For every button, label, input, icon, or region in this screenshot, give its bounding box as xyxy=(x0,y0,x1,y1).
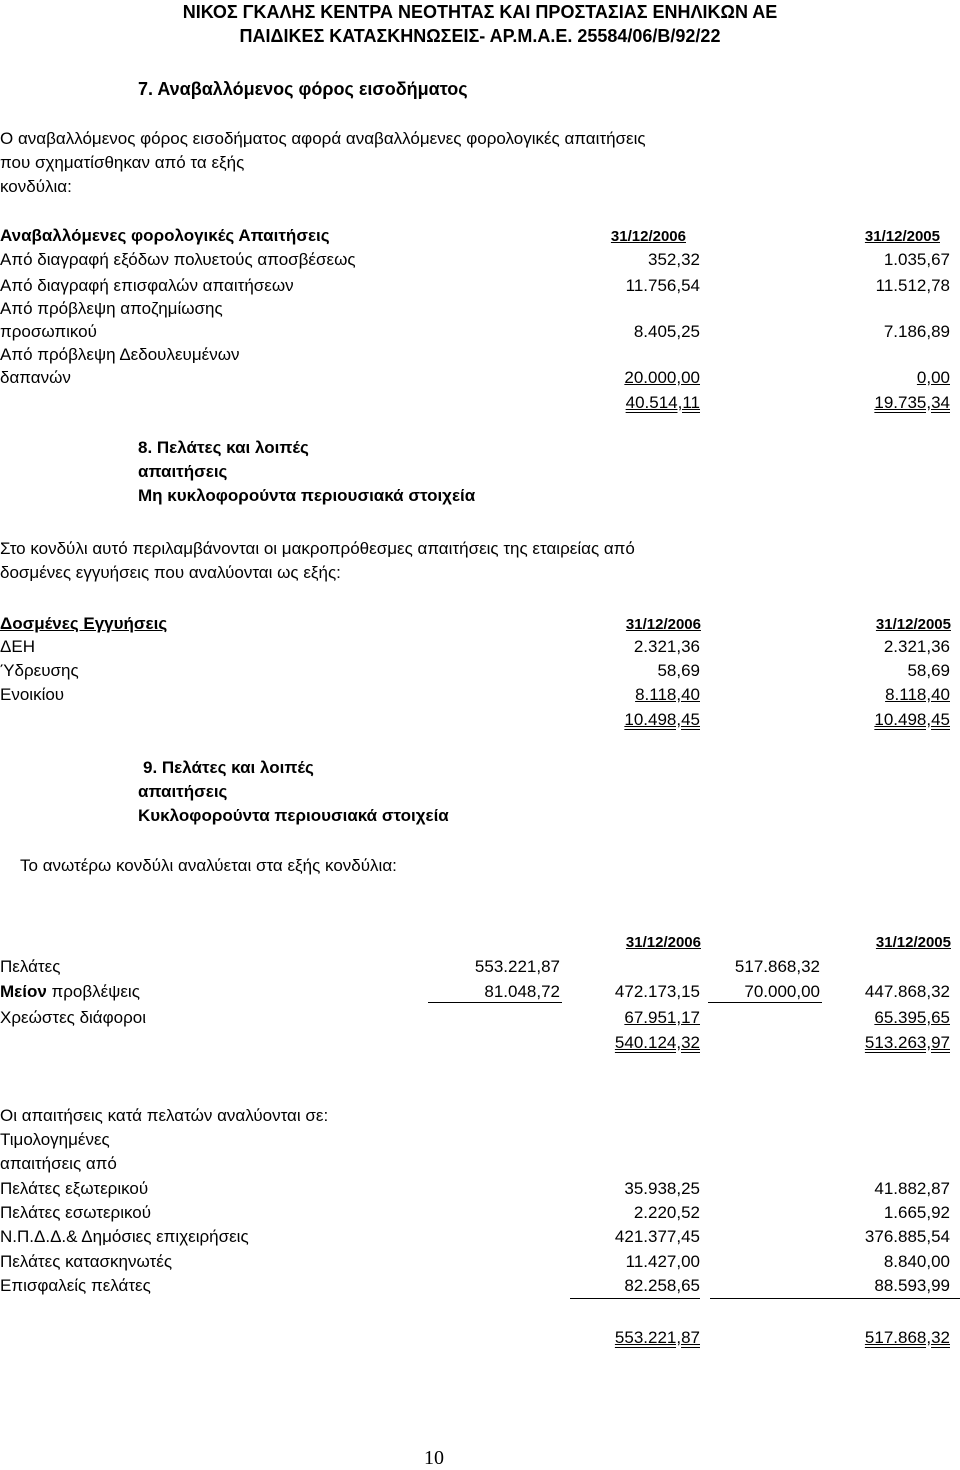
page-number: 10 xyxy=(424,1447,444,1469)
table-cell-2005: 1.665,92 xyxy=(883,1203,950,1222)
deferred-tax-table-title: Αναβαλλόμενες φορολογικές Απαιτήσεις xyxy=(0,226,330,245)
debtors-2005: 65.395,65 xyxy=(874,1008,950,1027)
total-2006: 40.514,11 xyxy=(625,393,700,412)
clients-2005: 517.868,32 xyxy=(734,957,820,976)
table-row-label: Πελάτες εξωτερικού xyxy=(0,1179,149,1198)
table-cell-2006: 11.756,54 xyxy=(625,276,700,295)
table-row-label: Ύδρευσης xyxy=(0,661,79,680)
table-cell-2005: 88.593,99 xyxy=(874,1276,950,1295)
table-cell-2006: 8.405,25 xyxy=(633,322,700,341)
debtors-2006: 67.951,17 xyxy=(624,1008,700,1027)
section-9-title: 9. Πελάτες και λοιπές xyxy=(143,758,314,777)
clients-2006: 553.221,87 xyxy=(474,957,560,976)
column-header-2006: 31/12/2006 xyxy=(610,228,686,245)
section-7-intro-line: Ο αναβαλλόμενος φόρος εισοδήματος αφορά αναβαλλόμενες φορολογικές απαιτήσεις xyxy=(0,129,646,148)
table-cell-2005: 41.882,87 xyxy=(874,1179,950,1198)
column-header-2005: 31/12/2005 xyxy=(875,616,951,633)
section-8-subtitle: Μη κυκλοφορούντα περιουσιακά στοιχεία xyxy=(138,486,476,505)
clients-label: Πελάτες xyxy=(0,957,61,976)
section-8-title: 8. Πελάτες και λοιπές xyxy=(138,438,309,457)
table-cell-2005: 376.885,54 xyxy=(864,1227,950,1246)
section-8-title-line: απαιτήσεις xyxy=(138,462,228,481)
column-header-2005: 31/12/2005 xyxy=(864,228,940,245)
table-cell-2006: 2.220,52 xyxy=(633,1203,700,1222)
analysis-total-2005: 517.868,32 xyxy=(864,1328,950,1347)
table-cell-2006: 2.321,36 xyxy=(633,637,700,656)
company-name: ΝΙΚΟΣ ΓΚΑΛΗΣ ΚΕΝΤΡΑ ΝΕΟΤΗΤΑΣ ΚΑΙ ΠΡΟΣΤΑΣΙΑΣ ΕΝΗΛΙΚΩΝ ΑΕ xyxy=(182,2,778,22)
table-cell-2005: 7.186,89 xyxy=(883,322,950,341)
table-row-label: Από πρόβλεψη αποζημίωσης xyxy=(0,299,223,318)
less-provisions-label xyxy=(0,982,140,1002)
section-9-title-line: απαιτήσεις xyxy=(138,782,228,801)
table-row-label: Πελάτες κατασκηνωτές xyxy=(0,1252,173,1271)
total-2005: 513.263,97 xyxy=(864,1033,950,1052)
less-bold: Μείον xyxy=(0,982,47,1001)
total-2006: 540.124,32 xyxy=(614,1033,700,1052)
analysis-subheading: Τιμολογημένες xyxy=(0,1130,110,1149)
provisions-2005-rule xyxy=(708,1002,822,1003)
table-cell-2006: 352,32 xyxy=(648,250,700,269)
table-row-label: Επισφαλείς πελάτες xyxy=(0,1276,151,1295)
company-registration: ΠΑΙΔΙΚΕΣ ΚΑΤΑΣΚΗΝΩΣΕΙΣ- ΑΡ.Μ.Α.Ε. 25584/06/Β/92/22 xyxy=(239,26,721,46)
net-clients-2005: 447.868,32 xyxy=(864,982,950,1001)
provisions-2005: 70.000,00 xyxy=(744,982,820,1001)
section-8-intro-line: Στο κονδύλι αυτό περιλαμβάνονται οι μακροπρόθεσμες απαιτήσεις της εταιρείας από xyxy=(0,539,635,558)
table-row-label: ΔΕΗ xyxy=(0,637,35,656)
table-cell-2006: 20.000,00 xyxy=(624,368,700,387)
analysis-intro: Οι απαιτήσεις κατά πελατών αναλύονται σε: xyxy=(0,1106,329,1125)
column-header-2005: 31/12/2005 xyxy=(875,934,951,951)
column-header-2006: 31/12/2006 xyxy=(625,616,701,633)
provisions-2006-rule xyxy=(428,1002,562,1003)
table-row-label: Ενοικίου xyxy=(0,685,65,704)
section-7-intro-line: που σχηματίσθηκαν από τα εξής xyxy=(0,153,245,172)
net-clients-2006: 472.173,15 xyxy=(614,982,700,1001)
column-header-2006: 31/12/2006 xyxy=(625,934,701,951)
table-cell-2005: 8.118,40 xyxy=(885,685,950,704)
table-row-label: Ν.Π.Δ.Δ.& Δημόσιες επιχειρήσεις xyxy=(0,1227,249,1246)
table-cell-2006: 421.377,45 xyxy=(614,1227,700,1246)
table-cell-2005: 0,00 xyxy=(916,368,950,387)
provisions-2006: 81.048,72 xyxy=(484,982,560,1001)
analysis-subheading: απαιτήσεις από xyxy=(0,1154,117,1173)
less-rest: προβλέψεις xyxy=(46,982,140,1001)
table-cell-2006: 58,69 xyxy=(657,661,700,680)
table-cell-2005: 1.035,67 xyxy=(883,250,950,269)
analysis-total-2006: 553.221,87 xyxy=(614,1328,700,1347)
table-row-label: Πελάτες εσωτερικού xyxy=(0,1203,152,1222)
section-7-intro-line: κονδύλια: xyxy=(0,177,72,196)
debtors-label: Χρεώστες διάφοροι xyxy=(0,1008,147,1027)
table-cell-2006: 8.118,40 xyxy=(635,685,700,704)
section-8-intro-line: δοσμένες εγγυήσεις που αναλύονται ως εξής: xyxy=(0,563,341,582)
table-cell-2005: 8.840,00 xyxy=(883,1252,950,1271)
table-cell-2005: 11.512,78 xyxy=(875,276,950,295)
table-cell-2005: 2.321,36 xyxy=(883,637,950,656)
table-cell-2006: 35.938,25 xyxy=(624,1179,700,1198)
guarantees-table-title: Δοσμένες Εγγυήσεις xyxy=(0,614,168,633)
table-row-label-cont: προσωπικού xyxy=(0,322,97,341)
total-2005: 19.735,34 xyxy=(874,393,950,412)
analysis-subtotal-rule-2006 xyxy=(570,1298,700,1299)
total-2006: 10.498,45 xyxy=(624,710,700,729)
table-cell-2005: 58,69 xyxy=(907,661,950,680)
section-7-title: 7. Αναβαλλόμενος φόρος εισοδήματος xyxy=(138,79,468,99)
table-cell-2006: 82.258,65 xyxy=(624,1276,700,1295)
section-9-subtitle: Κυκλοφορούντα περιουσιακά στοιχεία xyxy=(138,806,449,825)
table-row-label: Από διαγραφή εξόδων πολυετούς αποσβέσεως xyxy=(0,250,356,269)
table-row-label: Από διαγραφή επισφαλών απαιτήσεων xyxy=(0,276,294,295)
analysis-subtotal-rule-2005 xyxy=(710,1298,960,1299)
table-cell-2006: 11.427,00 xyxy=(625,1252,700,1271)
table-row-label: Από πρόβλεψη Δεδουλευμένων xyxy=(0,345,240,364)
section-9-intro: Το ανωτέρω κονδύλι αναλύεται στα εξής κονδύλια: xyxy=(20,856,397,875)
total-2005: 10.498,45 xyxy=(874,710,950,729)
table-row-label-cont: δαπανών xyxy=(0,368,71,387)
